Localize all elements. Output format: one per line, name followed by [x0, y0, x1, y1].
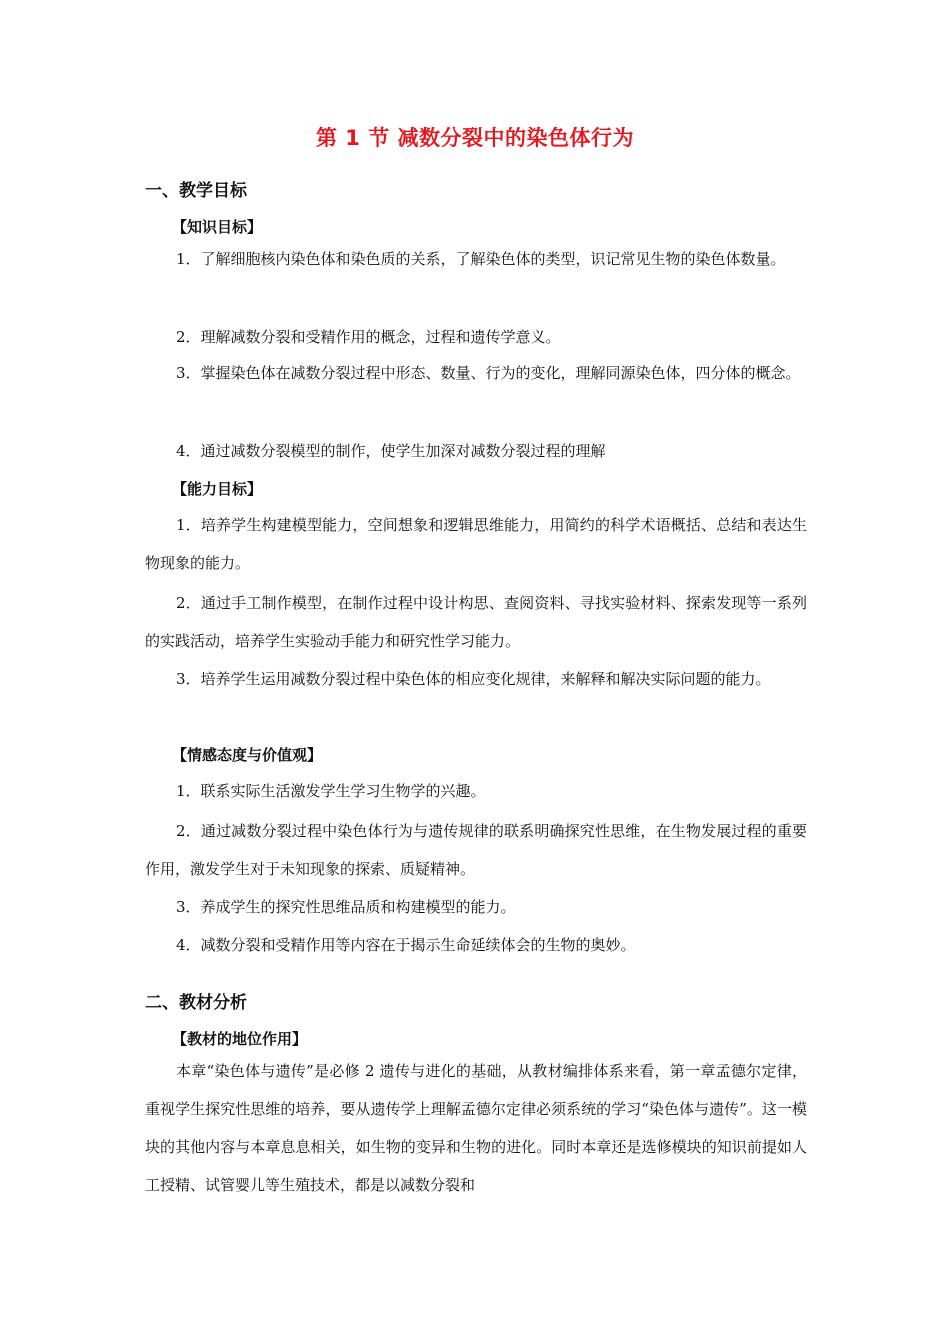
knowledge-item-1: 1．了解细胞核内染色体和染色质的关系，了解染色体的类型，识记常见生物的染色体数量。	[176, 250, 786, 268]
ability-item-3: 3．培养学生运用减数分裂过程中染色体的相应变化规律，来解释和解决实际问题的能力。	[176, 670, 771, 688]
knowledge-item-4: 4．通过减数分裂模型的制作，使学生加深对减数分裂过程的理解	[176, 442, 606, 460]
section-heading-material-analysis: 二、教材分析	[145, 993, 247, 1013]
subheading-ability-goals: 【能力目标】	[172, 480, 263, 498]
subheading-material-position: 【教材的地位作用】	[172, 1030, 308, 1048]
ability-item-2: 2．通过手工制作模型，在制作过程中设计构思、查阅资料、寻找实验材料、探索发现等一系列的实践活动，培养学生实验动手能力和研究性学习能力。	[145, 594, 807, 650]
knowledge-item-3: 3．掌握染色体在减数分裂过程中形态、数量、行为的变化，理解同源染色体，四分体的概念。	[176, 364, 801, 382]
emotion-item-3: 3．养成学生的探究性思维品质和构建模型的能力。	[176, 898, 516, 916]
emotion-item-1: 1．联系实际生活激发学生学习生物学的兴趣。	[176, 782, 486, 800]
material-position-paragraph: 本章“染色体与遗传”是必修 2 遗传与进化的基础，从教材编排体系来看，第一章孟德尔定律，重视学生探究性思维的培养，要从遗传学上理解孟德尔定律必须系统的学习“染色体与遗传”。这一模块的其他内容与本章息息相关，如生物的变异和生物的进化。同时本章还是选修模块的知识前提如人工授精、试管婴儿等生殖技术，都是以减数分裂和	[145, 1062, 807, 1194]
document-title: 第 1 节 减数分裂中的染色体行为	[315, 126, 635, 150]
ability-item-1: 1．培养学生构建模型能力，空间想象和逻辑思维能力，用简约的科学术语概括、总结和表达生物现象的能力。	[145, 516, 807, 572]
knowledge-item-2: 2．理解减数分裂和受精作用的概念，过程和遗传学意义。	[176, 328, 561, 346]
subheading-knowledge-goals: 【知识目标】	[172, 218, 263, 236]
emotion-item-4: 4．减数分裂和受精作用等内容在于揭示生命延续体会的生物的奥妙。	[176, 936, 636, 954]
subheading-emotion-values: 【情感态度与价值观】	[172, 746, 323, 764]
emotion-item-2: 2．通过减数分裂过程中染色体行为与遗传规律的联系明确探究性思维，在生物发展过程的重要作用，激发学生对于未知现象的探索、质疑精神。	[145, 822, 807, 878]
section-heading-teaching-goals: 一、教学目标	[145, 181, 247, 201]
